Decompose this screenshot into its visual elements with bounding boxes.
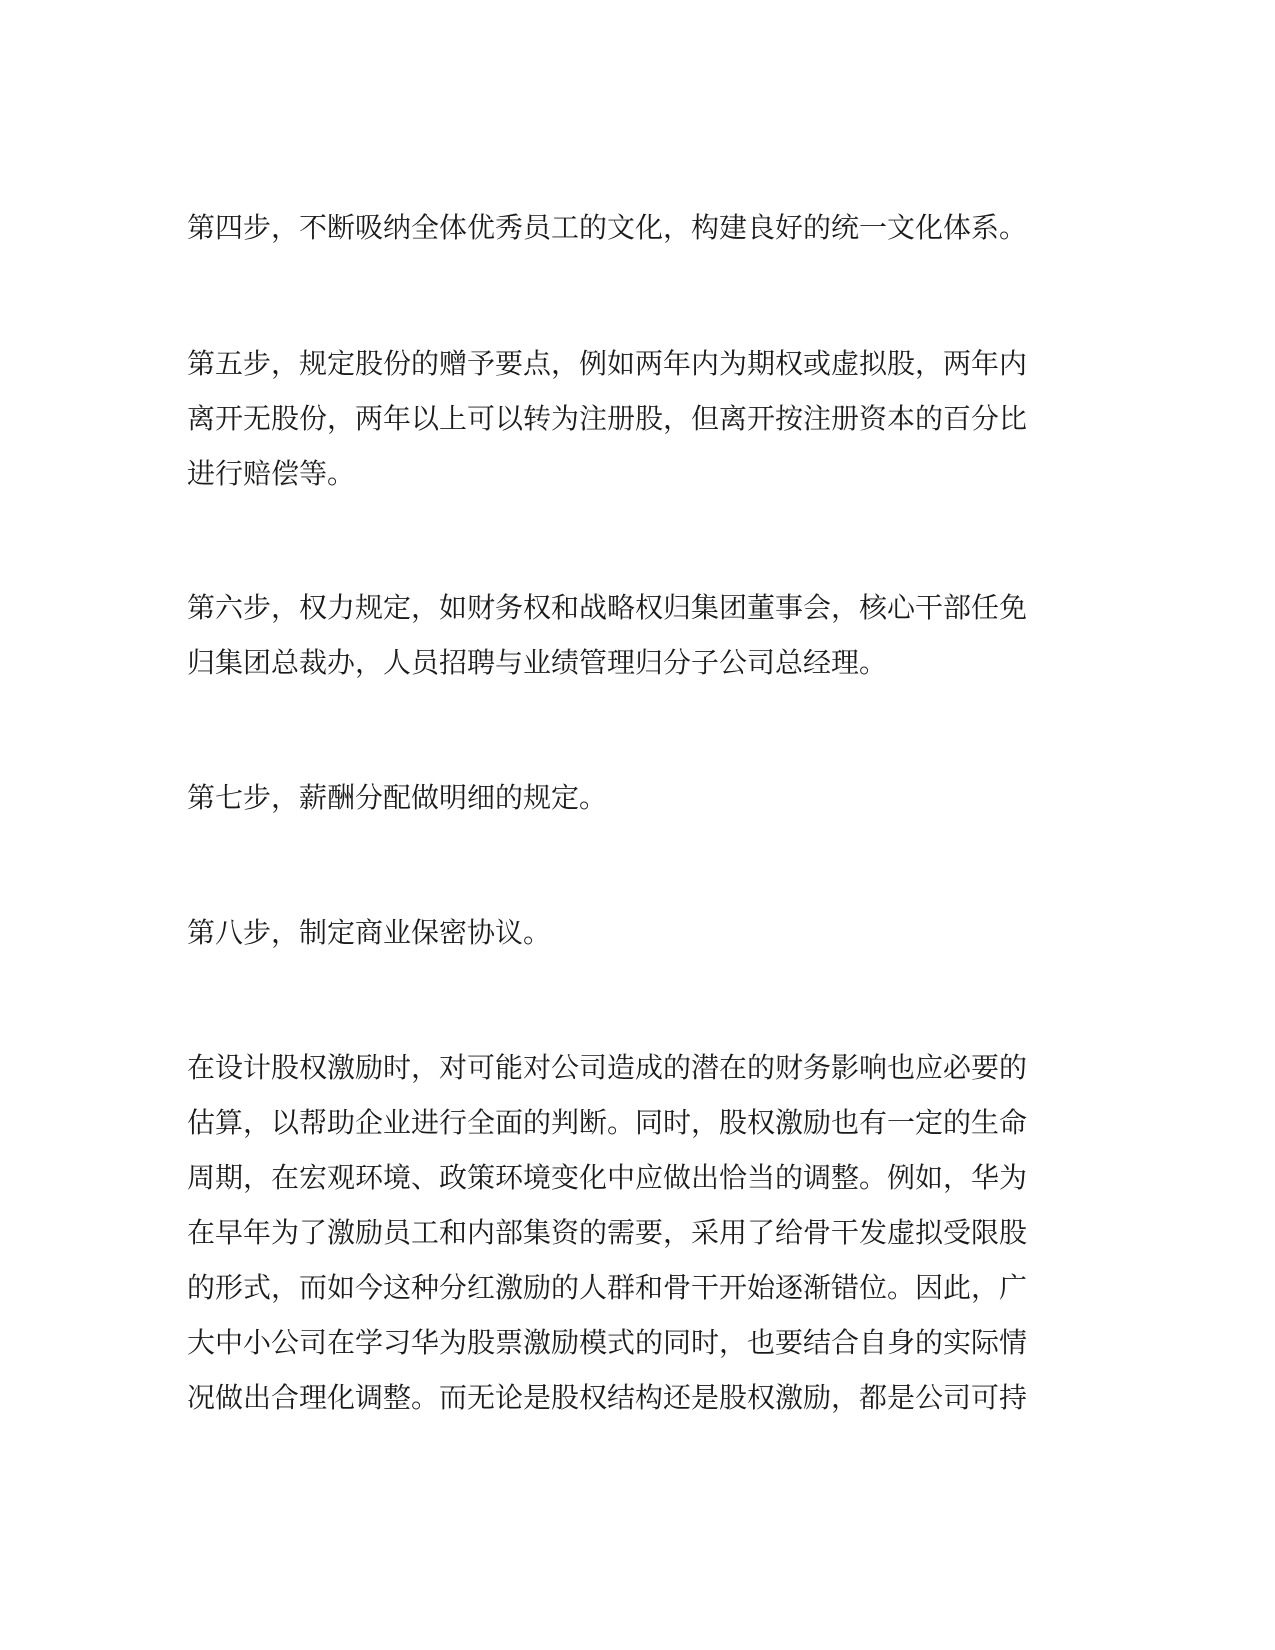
text-line: 况做出合理化调整。而无论是股权结构还是股权激励，都是公司可持 (187, 1381, 1028, 1414)
text-line: 的形式，而如今这种分红激励的人群和骨干开始逐渐错位。因此，广 (187, 1271, 1028, 1304)
paragraph-equity-incentive (187, 1040, 1057, 1425)
text-line: 在设计股权激励时，对可能对公司造成的潜在的财务影响也应必要的 (187, 1051, 1028, 1084)
paragraph-step-7 (187, 770, 1057, 825)
paragraph-step-8 (187, 905, 1057, 960)
paragraph-step-5 (187, 336, 1057, 501)
text-line: 在早年为了激励员工和内部集资的需要，采用了给骨干发虚拟受限股 (187, 1216, 1028, 1249)
text-line: 大中小公司在学习华为股票激励模式的同时，也要结合自身的实际情 (187, 1326, 1028, 1359)
paragraph-step-6 (187, 580, 1057, 690)
text-line: 进行赔偿等。 (187, 457, 356, 490)
text-line: 归集团总裁办，人员招聘与业绩管理归分子公司总经理。 (187, 646, 888, 679)
text-line: 离开无股份，两年以上可以转为注册股，但离开按注册资本的百分比 (187, 402, 1028, 435)
text-line: 第五步，规定股份的赠予要点，例如两年内为期权或虚拟股，两年内 (187, 347, 1028, 380)
paragraph-step-4 (187, 200, 1057, 255)
text-line: 第四步，不断吸纳全体优秀员工的文化，构建良好的统一文化体系。 (187, 211, 1028, 244)
text-line: 周期，在宏观环境、政策环境变化中应做出恰当的调整。例如，华为 (187, 1161, 1028, 1194)
text-line: 第八步，制定商业保密协议。 (187, 916, 552, 949)
text-line: 估算，以帮助企业进行全面的判断。同时，股权激励也有一定的生命 (187, 1106, 1028, 1139)
text-line: 第七步，薪酬分配做明细的规定。 (187, 781, 608, 814)
text-line: 第六步，权力规定，如财务权和战略权归集团董事会，核心干部任免 (187, 591, 1028, 624)
